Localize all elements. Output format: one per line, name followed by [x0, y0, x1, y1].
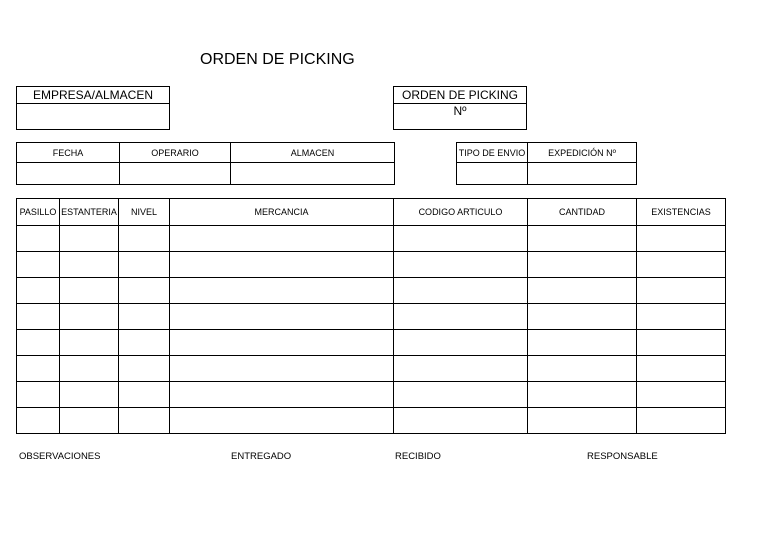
table-cell[interactable]: [637, 304, 726, 330]
empresa-almacen-label: EMPRESA/ALMACEN: [17, 87, 169, 104]
table-cell[interactable]: [60, 382, 119, 408]
table-cell[interactable]: [170, 382, 394, 408]
table-cell[interactable]: [394, 304, 528, 330]
responsable-label: RESPONSABLE: [587, 451, 658, 462]
expedicion-header: EXPEDICIÓN Nº: [528, 143, 637, 163]
table-cell[interactable]: [17, 382, 60, 408]
table-cell[interactable]: [119, 226, 170, 252]
table-cell[interactable]: [60, 226, 119, 252]
table-cell[interactable]: [17, 226, 60, 252]
expedicion-field[interactable]: [528, 163, 637, 185]
items-table: [16, 198, 726, 434]
envio-table: [456, 142, 637, 185]
table-cell[interactable]: [60, 304, 119, 330]
table-row: [17, 278, 726, 304]
info-table: [16, 142, 395, 185]
table-cell[interactable]: [119, 356, 170, 382]
table-cell[interactable]: [528, 356, 637, 382]
table-cell[interactable]: [60, 330, 119, 356]
fecha-field[interactable]: [17, 163, 120, 185]
table-cell[interactable]: [528, 226, 637, 252]
table-cell[interactable]: [528, 278, 637, 304]
table-row: [17, 252, 726, 278]
table-row: [17, 382, 726, 408]
table-cell[interactable]: [394, 226, 528, 252]
fecha-header: FECHA: [17, 143, 120, 163]
table-cell[interactable]: [528, 382, 637, 408]
table-row: [17, 408, 726, 434]
table-cell[interactable]: [394, 356, 528, 382]
table-cell[interactable]: [17, 278, 60, 304]
table-cell[interactable]: [394, 330, 528, 356]
table-cell[interactable]: [528, 330, 637, 356]
table-cell[interactable]: [60, 252, 119, 278]
empresa-almacen-field[interactable]: [17, 104, 169, 129]
table-cell[interactable]: [17, 252, 60, 278]
table-cell[interactable]: [394, 408, 528, 434]
table-cell[interactable]: [170, 356, 394, 382]
table-cell[interactable]: [17, 408, 60, 434]
nivel-header: NIVEL: [119, 199, 170, 226]
table-cell[interactable]: [637, 226, 726, 252]
table-cell[interactable]: [119, 408, 170, 434]
table-cell[interactable]: [637, 382, 726, 408]
almacen-header: ALMACEN: [231, 143, 395, 163]
orden-numero-box: [393, 86, 527, 130]
almacen-field[interactable]: [231, 163, 395, 185]
table-cell[interactable]: [170, 278, 394, 304]
table-cell[interactable]: [637, 330, 726, 356]
table-cell[interactable]: [60, 278, 119, 304]
entregado-label: ENTREGADO: [231, 451, 292, 462]
cantidad-header: CANTIDAD: [528, 199, 637, 226]
table-row: [17, 356, 726, 382]
table-row: [17, 304, 726, 330]
observaciones-label: OBSERVACIONES: [19, 451, 101, 462]
table-cell[interactable]: [119, 252, 170, 278]
table-cell[interactable]: [637, 408, 726, 434]
table-cell[interactable]: [119, 382, 170, 408]
table-cell[interactable]: [637, 252, 726, 278]
empresa-almacen-box: [16, 86, 170, 130]
mercancia-header: MERCANCIA: [170, 199, 394, 226]
table-cell[interactable]: [17, 304, 60, 330]
codigo-articulo-header: CODIGO ARTICULO: [394, 199, 528, 226]
operario-header: OPERARIO: [120, 143, 231, 163]
pasillo-header: PASILLO: [17, 199, 60, 226]
table-cell[interactable]: [394, 278, 528, 304]
page-title: ORDEN DE PICKING: [200, 51, 355, 68]
recibido-label: RECIBIDO: [395, 451, 441, 462]
table-cell[interactable]: [119, 278, 170, 304]
table-cell[interactable]: [528, 252, 637, 278]
table-cell[interactable]: [637, 278, 726, 304]
table-cell[interactable]: [60, 408, 119, 434]
operario-field[interactable]: [120, 163, 231, 185]
table-cell[interactable]: [170, 252, 394, 278]
table-cell[interactable]: [528, 408, 637, 434]
table-cell[interactable]: [394, 382, 528, 408]
table-row: [17, 330, 726, 356]
table-cell[interactable]: [119, 330, 170, 356]
table-cell[interactable]: [637, 356, 726, 382]
tipo-envio-field[interactable]: [457, 163, 528, 185]
table-cell[interactable]: [170, 226, 394, 252]
table-cell[interactable]: [17, 356, 60, 382]
table-cell[interactable]: [170, 408, 394, 434]
orden-numero-label: ORDEN DE PICKING Nº: [394, 87, 526, 104]
table-cell[interactable]: [17, 330, 60, 356]
existencias-header: EXISTENCIAS: [637, 199, 726, 226]
orden-numero-field[interactable]: [394, 104, 526, 129]
tipo-envio-header: TIPO DE ENVIO: [457, 143, 528, 163]
table-cell[interactable]: [119, 304, 170, 330]
table-row: [17, 226, 726, 252]
table-cell[interactable]: [394, 252, 528, 278]
table-cell[interactable]: [170, 330, 394, 356]
table-cell[interactable]: [60, 356, 119, 382]
table-cell[interactable]: [528, 304, 637, 330]
estanteria-header: ESTANTERIA: [60, 199, 119, 226]
table-cell[interactable]: [170, 304, 394, 330]
